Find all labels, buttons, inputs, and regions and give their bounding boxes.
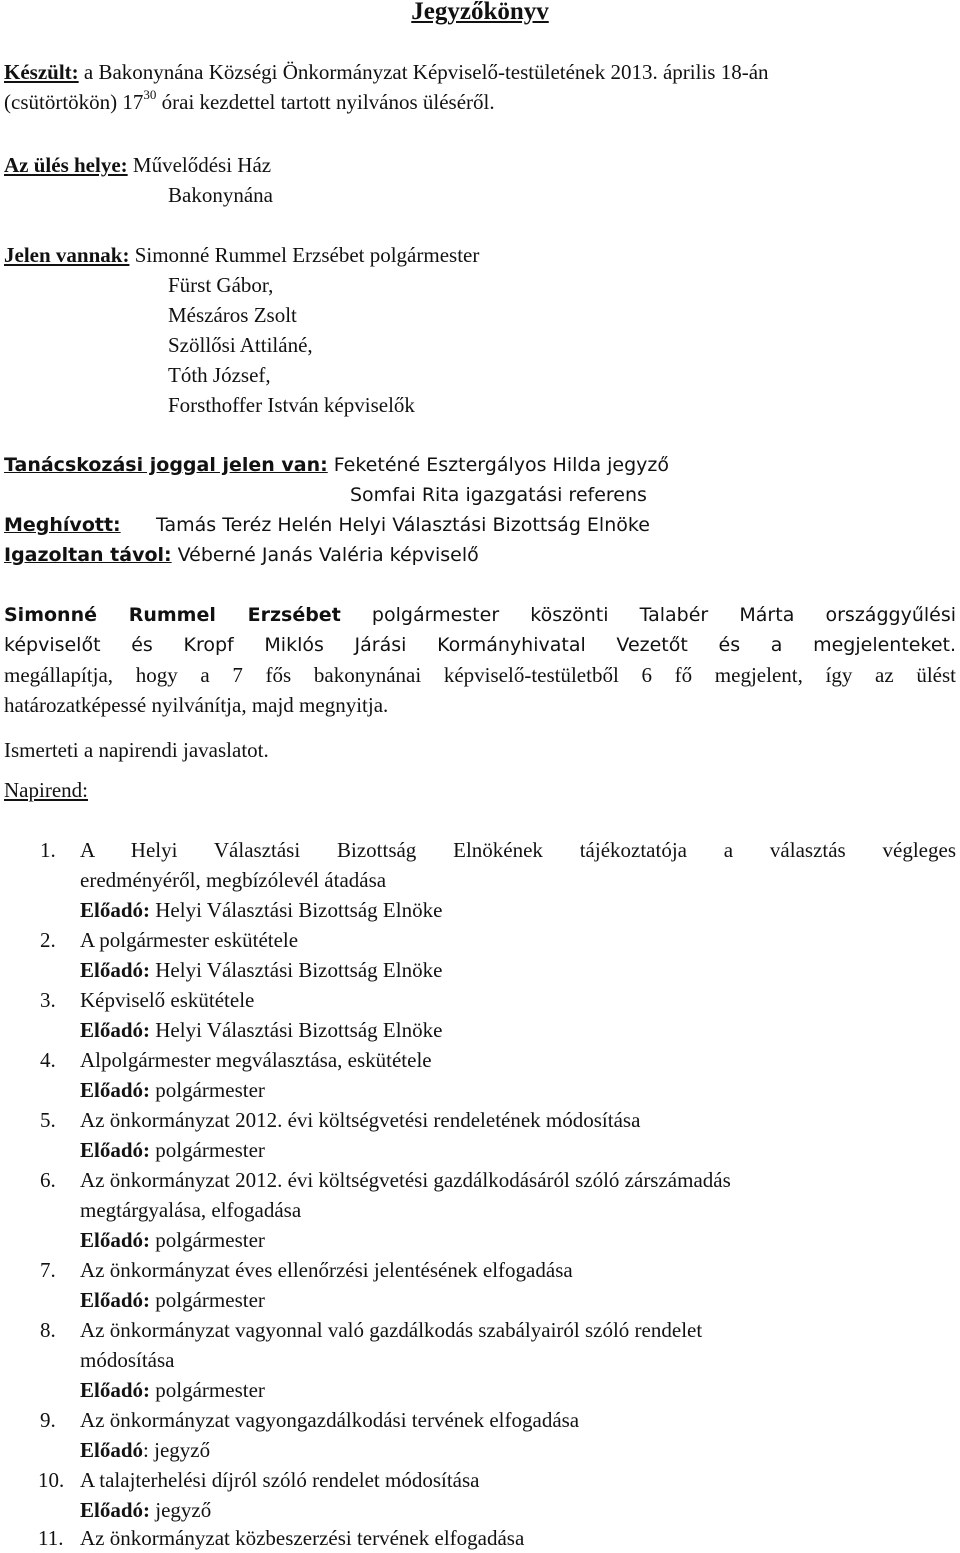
keszult-line-2 — [4, 87, 495, 117]
tanacskozasi-label: Tanácskozási joggal jelen van: — [4, 454, 328, 476]
para-line-3: megállapítja, hogy a 7 fős bakonynánai képviselő-testületből 6 fő megjelent, így az ülést — [4, 663, 956, 687]
agenda-presenter — [80, 1225, 265, 1255]
presenter-name: polgármester — [150, 1078, 265, 1102]
agenda-number: 7. — [40, 1258, 56, 1282]
agenda-number: 1. — [40, 838, 56, 862]
tavol-line — [4, 540, 479, 570]
presenter-name: polgármester — [150, 1378, 265, 1402]
agenda-title: Az önkormányzat éves ellenőrzési jelentésének elfogadása — [80, 1258, 573, 1282]
ismerteti-line: Ismerteti a napirendi javaslatot. — [4, 738, 269, 762]
para-bold-name: Simonné Rummel Erzsébet — [4, 604, 341, 626]
napirend-heading: Napirend: — [4, 778, 88, 802]
agenda-title: Az önkormányzat vagyonnal való gazdálkodás szabályairól szóló rendelet — [80, 1318, 703, 1342]
tavol-text: Véberné Janás Valéria képviselő — [171, 544, 479, 566]
agenda-presenter — [80, 1495, 211, 1525]
jelen-member: Forsthoffer István képviselők — [168, 393, 415, 417]
agenda-number: 5. — [40, 1108, 56, 1132]
helye-text-1: Művelődési Ház — [127, 153, 272, 177]
jelen-member: Fürst Gábor, — [168, 273, 274, 297]
tanacskozasi-text-1: Feketéné Esztergályos Hilda jegyző — [327, 454, 670, 476]
keszult-time-sup: 30 — [143, 87, 157, 102]
para-line-2: képviselőt és Kropf Miklós Járási Kormányhivatal Vezetőt és a megjelenteket. — [4, 634, 956, 656]
agenda-presenter — [80, 1285, 265, 1315]
agenda-number: 9. — [40, 1408, 56, 1432]
agenda-title: A talajterhelési díjról szóló rendelet módosítása — [80, 1468, 480, 1492]
agenda-title: Az önkormányzat 2012. évi költségvetési rendeletének módosítása — [80, 1108, 641, 1132]
agenda-number: 2. — [40, 928, 56, 952]
para-line-1 — [4, 600, 956, 630]
para-text-1: polgármester köszönti Talabér Márta országgyűlési — [340, 604, 957, 626]
agenda-number: 10. — [38, 1468, 65, 1492]
presenter-label: Előadó: — [80, 898, 151, 922]
jelen-member: Tóth József, — [168, 363, 271, 387]
presenter-label: Előadó: — [80, 1138, 151, 1162]
helye-line-1 — [4, 150, 271, 180]
agenda-number: 3. — [40, 988, 56, 1012]
presenter-name: polgármester — [150, 1288, 265, 1312]
para-line-4: határozatképessé nyilvánítja, majd megnyitja. — [4, 693, 389, 717]
presenter-name: Helyi Választási Bizottság Elnöke — [150, 1018, 443, 1042]
agenda-title: Az önkormányzat 2012. évi költségvetési gazdálkodásáról szóló zárszámadás — [80, 1168, 731, 1192]
presenter-name: polgármester — [150, 1138, 265, 1162]
presenter-name: polgármester — [150, 1228, 265, 1252]
jelen-text-1: Simonné Rummel Erzsébet polgármester — [129, 243, 480, 267]
tavol-label: Igazoltan távol: — [4, 544, 172, 566]
meghivott-line — [4, 510, 121, 540]
jelen-line-1 — [4, 240, 479, 270]
keszult-text-2-post: órai kezdettel tartott nyilvános üléséről. — [156, 90, 495, 114]
agenda-presenter — [80, 895, 442, 925]
meghivott-label: Meghívott: — [4, 514, 121, 536]
agenda-title-cont: megtárgyalása, elfogadása — [80, 1198, 302, 1222]
presenter-label: Előadó: — [80, 1378, 151, 1402]
presenter-name: Helyi Választási Bizottság Elnöke — [150, 898, 443, 922]
agenda-number: 8. — [40, 1318, 56, 1342]
presenter-label: Előadó: — [80, 1078, 151, 1102]
jelen-member: Mészáros Zsolt — [168, 303, 297, 327]
agenda-title: Képviselő eskütétele — [80, 988, 255, 1012]
agenda-number: 4. — [40, 1048, 56, 1072]
meghivott-text: Tamás Teréz Helén Helyi Választási Bizottság Elnöke — [156, 514, 650, 536]
presenter-label: Előadó: — [80, 1498, 151, 1522]
tanacskozasi-line-1 — [4, 450, 669, 480]
agenda-presenter — [80, 1435, 210, 1465]
jelen-member: Szöllősi Attiláné, — [168, 333, 313, 357]
presenter-label: Előadó: — [80, 1228, 151, 1252]
agenda-presenter — [80, 955, 442, 985]
helye-line-2: Bakonynána — [168, 183, 273, 207]
presenter-label: Előadó: — [80, 1288, 151, 1312]
tanacskozasi-line-2: Somfai Rita igazgatási referens — [350, 484, 647, 506]
agenda-title: Az önkormányzat közbeszerzési tervének elfogadása — [80, 1526, 525, 1550]
agenda-presenter — [80, 1135, 265, 1165]
agenda-title: A polgármester eskütétele — [80, 928, 299, 952]
presenter-label: Előadó: — [80, 1018, 151, 1042]
presenter-name: jegyző — [150, 1498, 212, 1522]
agenda-presenter — [80, 1075, 265, 1105]
document-title: Jegyzőkönyv — [411, 0, 549, 25]
keszult-text-2-pre: (csütörtökön) 17 — [4, 90, 144, 114]
agenda-number: 11. — [38, 1526, 64, 1550]
agenda-title: Alpolgármester megválasztása, eskütétele — [80, 1048, 432, 1072]
presenter-name: Helyi Választási Bizottság Elnöke — [150, 958, 443, 982]
keszult-line-1 — [4, 57, 769, 87]
presenter-name: : jegyző — [143, 1438, 211, 1462]
agenda-presenter — [80, 1015, 442, 1045]
agenda-title-cont: eredményéről, megbízólevél átadása — [80, 868, 387, 892]
presenter-label: Előadó: — [80, 958, 151, 982]
agenda-presenter — [80, 1375, 265, 1405]
presenter-label: Előadó — [80, 1438, 144, 1462]
keszult-label: Készült: — [4, 60, 79, 84]
agenda-number: 6. — [40, 1168, 56, 1192]
agenda-title: A Helyi Választási Bizottság Elnökének tájékoztatója a választás végleges — [80, 838, 956, 862]
agenda-title-cont: módosítása — [80, 1348, 175, 1372]
jelen-label: Jelen vannak: — [4, 243, 130, 267]
agenda-title: Az önkormányzat vagyongazdálkodási tervének elfogadása — [80, 1408, 580, 1432]
keszult-text-1: a Bakonynána Községi Önkormányzat Képviselő-testületének 2013. április 18-án — [78, 60, 769, 84]
helye-label: Az ülés helye: — [4, 153, 128, 177]
